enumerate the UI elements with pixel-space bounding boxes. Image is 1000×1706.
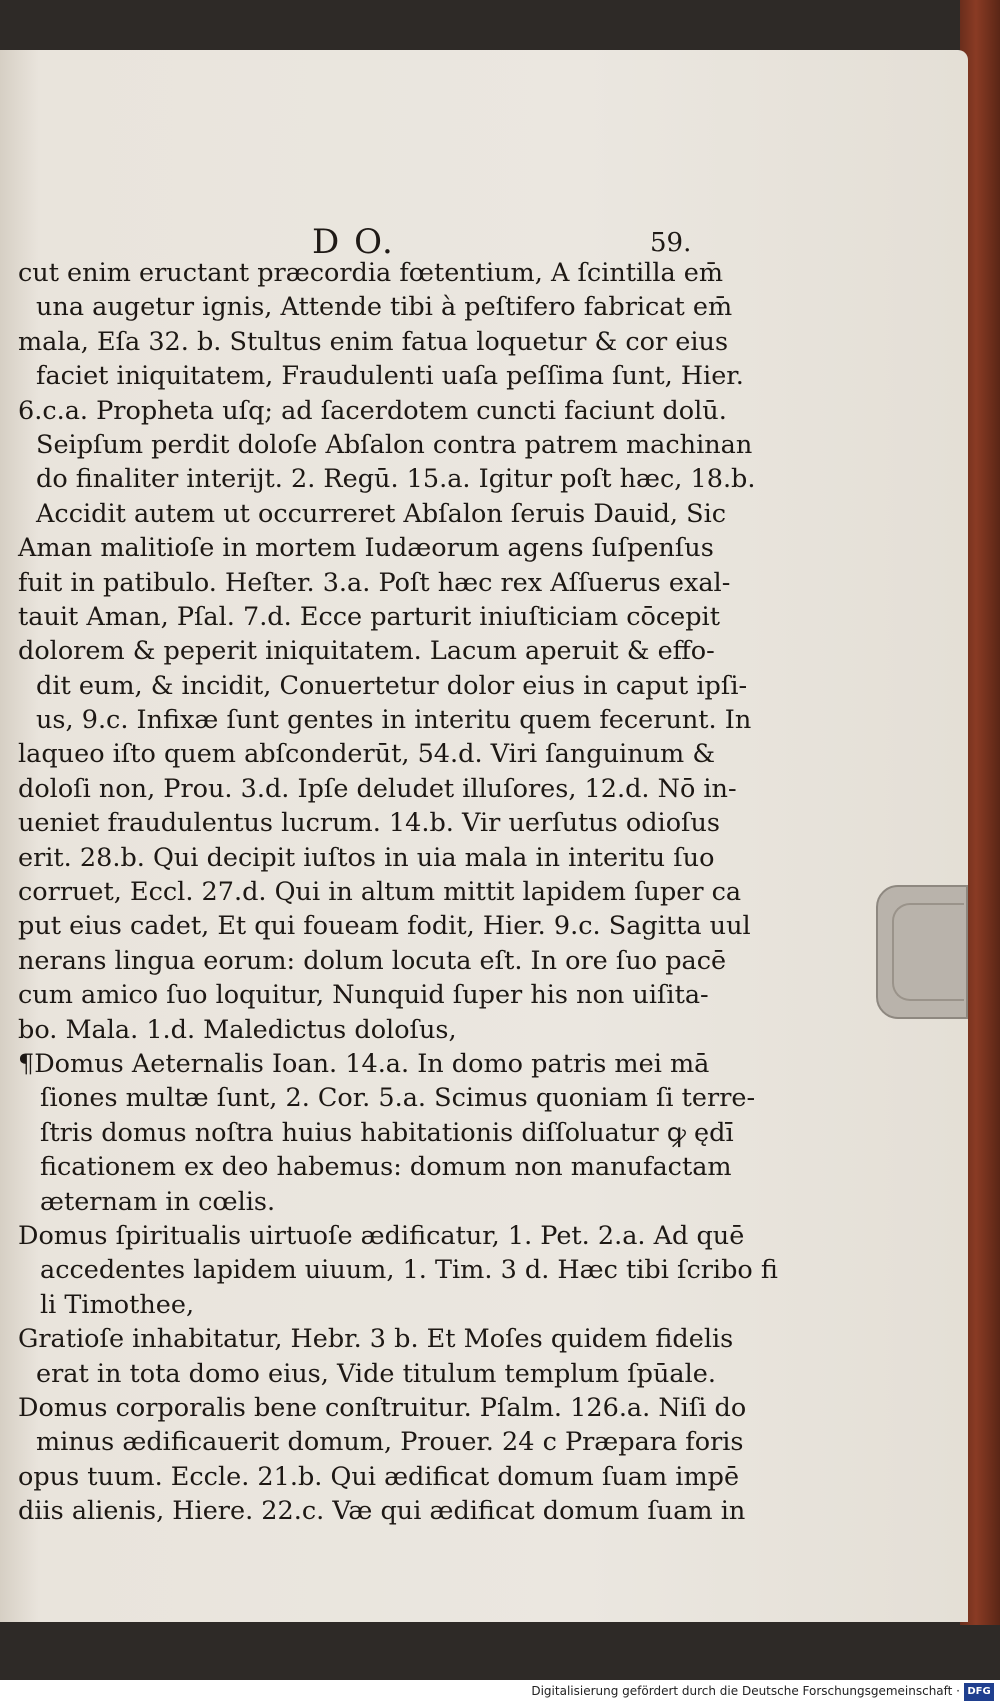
text-line: nerans lingua eorum: dolum locuta eſt. In ore ſuo pacē bbox=[18, 945, 727, 976]
body-text bbox=[10, 256, 778, 1528]
text-line: Accidit autem ut occurreret Abſalon ſeruis Dauid, Sic bbox=[36, 498, 727, 529]
text-line: dolorem & peperit iniquitatem. Lacum aperuit & effo- bbox=[18, 636, 715, 667]
running-head-label: D O. bbox=[312, 222, 395, 262]
text-line: cut enim eructant præcordia fœtentium, A ſcintilla em̄ bbox=[18, 258, 724, 288]
footer-strip bbox=[0, 1680, 1000, 1706]
text-line: Domus ſpiritualis uirtuoſe ædificatur, 1. Pet. 2.a. Ad quē bbox=[18, 1220, 745, 1251]
dfg-logo: DFG bbox=[964, 1683, 994, 1701]
text-line: corruet, Eccl. 27.d. Qui in altum mittit lapidem ſuper ca bbox=[18, 877, 742, 908]
text-line: Domus corporalis bene conſtruitur. Pſalm. 126.a. Niſi do bbox=[18, 1392, 747, 1423]
text-line: ueniet fraudulentus lucrum. 14.b. Vir uerſutus odioſus bbox=[18, 808, 720, 839]
page-clip-loop bbox=[892, 903, 964, 1001]
text-line: us, 9.c. Infixæ ſunt gentes in interitu quem fecerunt. In bbox=[36, 705, 752, 736]
text-line: li Timothee, bbox=[40, 1289, 195, 1320]
text-line: accedentes lapidem uiuum, 1. Tim. 3 d. Hæc tibi ſcribo fi bbox=[40, 1255, 778, 1286]
text-line: mala, Eſa 32. b. Stultus enim fatua loquetur & cor eius bbox=[18, 326, 729, 357]
page-number: 59. bbox=[650, 228, 692, 258]
text-line: erat in tota domo eius, Vide titulum templum ſpūale. bbox=[36, 1358, 716, 1389]
text-line: tauit Aman, Pſal. 7.d. Ecce parturit iniuſticiam cōcepit bbox=[18, 601, 720, 632]
text-line: Gratioſe inhabitatur, Hebr. 3 b. Et Moſes quidem fidelis bbox=[18, 1324, 734, 1355]
text-line: opus tuum. Eccle. 21.b. Qui ædificat domum ſuam impē bbox=[18, 1461, 740, 1492]
text-line: cum amico ſuo loquitur, Nunquid ſuper his non uiſita- bbox=[18, 980, 709, 1011]
text-line: do finaliter interijt. 2. Regū. 15.a. Igitur poſt hæc, 18.b. bbox=[36, 464, 756, 495]
text-line: ſtris domus noſtra huius habitationis diſſoluatur ꝙ ędī bbox=[40, 1117, 734, 1148]
text-line: ficationem ex deo habemus: domum non manufactam bbox=[40, 1152, 732, 1183]
text-line: laqueo iſto quem abſconderūt, 54.d. Viri ſanguinum & bbox=[18, 739, 716, 770]
funding-credit: Digitalisierung gefördert durch die Deutsche Forschungsgemeinschaft · bbox=[531, 1684, 960, 1698]
text-line: dit eum, & incidit, Conuertetur dolor eius in caput ipſi- bbox=[36, 670, 748, 701]
text-line: æternam in cœlis. bbox=[40, 1186, 276, 1217]
text-line: minus ædificauerit domum, Prouer. 24 c Præpara foris bbox=[36, 1427, 744, 1458]
text-line: 6.c.a. Propheta uſq; ad ſacerdotem cuncti faciunt dolū. bbox=[18, 395, 727, 426]
text-line: bo. Mala. 1.d. Maledictus doloſus, bbox=[18, 1014, 457, 1045]
text-line: Aman malitioſe in mortem Iudæorum agens ſuſpenſus bbox=[18, 533, 714, 564]
page-clip bbox=[876, 885, 968, 1019]
text-line: ¶Domus Aeternalis Ioan. 14.a. In domo patris mei mā bbox=[18, 1048, 710, 1079]
text-line: diis alienis, Hiere. 22.c. Væ qui ædificat domum ſuam in bbox=[18, 1496, 746, 1527]
book-page bbox=[0, 50, 968, 1622]
text-line: fuit in patibulo. Heſter. 3.a. Poſt hæc rex Aſſuerus exal- bbox=[18, 567, 731, 598]
text-line: una augetur ignis, Attende tibi à peſtifero fabricat em̄ bbox=[36, 292, 733, 323]
text-line: doloſi non, Prou. 3.d. Ipſe deludet illuſores, 12.d. Nō in- bbox=[18, 773, 737, 804]
text-line: faciet iniquitatem, Fraudulenti uaſa peſſima ſunt, Hier. bbox=[36, 361, 744, 392]
text-line: put eius cadet, Et qui foueam fodit, Hier. 9.c. Sagitta uul bbox=[18, 911, 751, 942]
text-line: Seipſum perdit doloſe Abſalon contra patrem machinan bbox=[36, 429, 753, 460]
text-line: ſiones multæ ſunt, 2. Cor. 5.a. Scimus quoniam ſi terre- bbox=[40, 1083, 756, 1114]
text-line: erit. 28.b. Qui decipit iuſtos in uia mala in interitu ſuo bbox=[18, 842, 715, 873]
